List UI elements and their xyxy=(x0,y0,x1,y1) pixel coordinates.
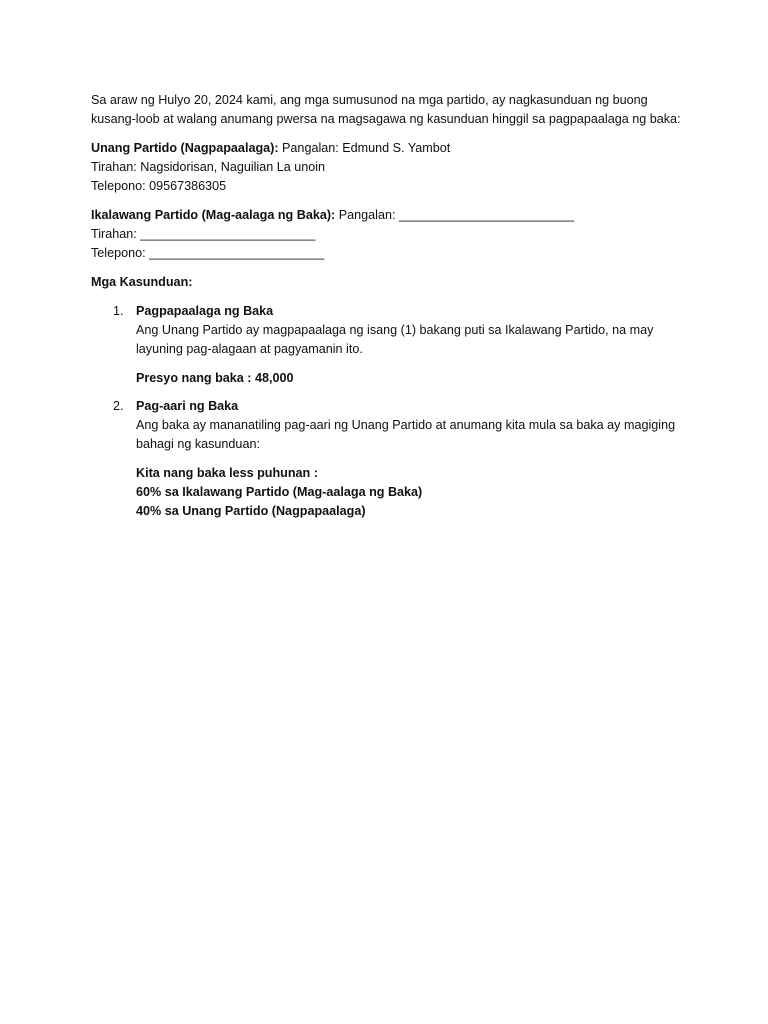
term-note: Kita nang baka less puhunan : xyxy=(136,466,318,480)
intro-paragraph: Sa araw ng Hulyo 20, 2024 kami, ang mga sumusunod na mga partido, ay nagkasunduan ng buong kusang-loob at walang anumang pwersa na magsagawa ng kasunduan hinggil sa pagpapaalaga ng baka: xyxy=(91,93,681,126)
second-party-title: Ikalawang Partido (Mag-aalaga ng Baka): xyxy=(91,208,336,222)
term-note: Presyo nang baka : 48,000 xyxy=(136,371,294,385)
term-title: Pag-aari ng Baka xyxy=(136,399,239,413)
document-page xyxy=(91,91,691,530)
first-party-name-line xyxy=(91,139,691,158)
term-title: Pagpapaalaga ng Baka xyxy=(136,304,274,318)
second-party-section xyxy=(91,206,691,263)
agreements-heading: Mga Kasunduan: xyxy=(91,275,193,289)
terms-list xyxy=(91,302,691,521)
term-item xyxy=(91,302,691,388)
second-party-name: Pangalan: _________________________ xyxy=(335,208,575,222)
term-body: Ang Unang Partido ay magpapaalaga ng isang (1) bakang puti sa Ikalawang Partido, na may layuning pag-alagaan at pagyamanin ito. xyxy=(136,323,654,356)
first-party-section xyxy=(91,139,691,196)
first-party-name: Pangalan: Edmund S. Yambot xyxy=(278,141,451,155)
second-party-address: Tirahan: _________________________ xyxy=(91,227,316,241)
term-body: Ang baka ay mananatiling pag-aari ng Unang Partido at anumang kita mula sa baka ay magiging bahagi ng kasunduan: xyxy=(136,418,676,451)
term-number: 2. xyxy=(113,399,124,413)
term-number: 1. xyxy=(113,304,124,318)
term-note: 40% sa Unang Partido (Nagpapaalaga) xyxy=(136,504,366,518)
second-party-phone: Telepono: _________________________ xyxy=(91,246,325,260)
first-party-address: Tirahan: Nagsidorisan, Naguilian La unoin xyxy=(91,160,326,174)
second-party-name-line xyxy=(91,206,691,225)
first-party-title: Unang Partido (Nagpapaalaga): xyxy=(91,141,279,155)
term-item xyxy=(91,397,691,521)
first-party-phone: Telepono: 09567386305 xyxy=(91,179,227,193)
term-note: 60% sa Ikalawang Partido (Mag-aalaga ng Baka) xyxy=(136,485,423,499)
